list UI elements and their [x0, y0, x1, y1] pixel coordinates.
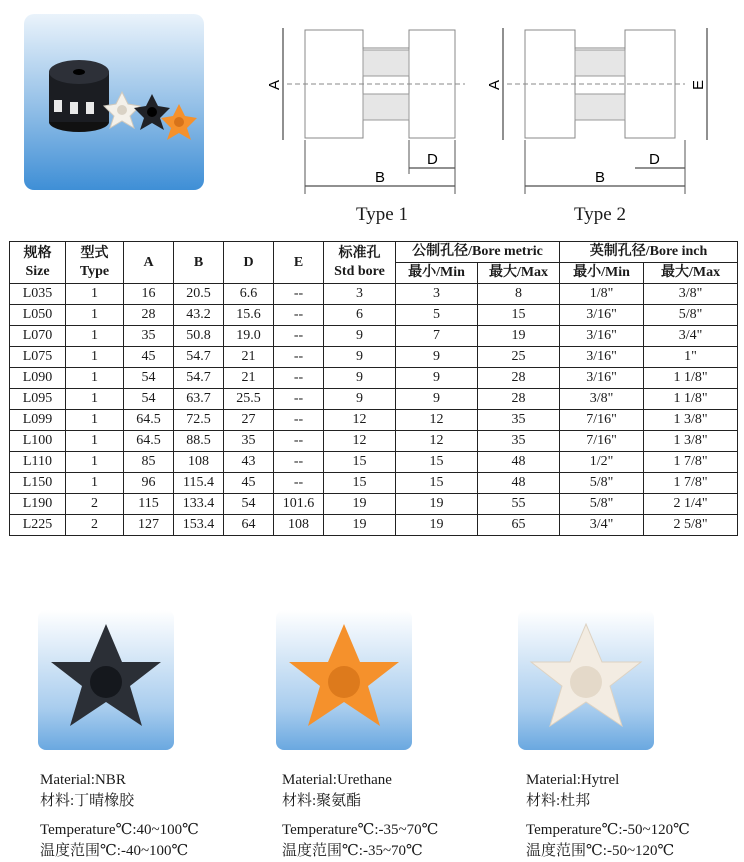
table-cell: 25 [478, 347, 560, 368]
table-row [10, 515, 738, 536]
table-cell: 5/8" [644, 305, 738, 326]
dim-a-label: A [266, 79, 283, 90]
temperature-en: Temperature℃:-35~70℃ [282, 822, 439, 838]
header-metric-max: 最大/Max [478, 263, 560, 284]
header-bore-metric: 公制孔径/Bore metric [396, 242, 560, 263]
table-cell: 28 [478, 368, 560, 389]
table-row [10, 389, 738, 410]
spec-table [9, 241, 738, 536]
table-row [10, 410, 738, 431]
table-row [10, 347, 738, 368]
table-cell: 54.7 [174, 368, 224, 389]
table-cell: 6 [324, 305, 396, 326]
nbr-spider-photo [38, 610, 174, 750]
coupling-product-photo [24, 14, 204, 190]
type2-caption: Type 2 [574, 204, 626, 225]
table-cell: 1 [66, 452, 124, 473]
table-cell: 54.7 [174, 347, 224, 368]
table-cell: 35 [124, 326, 174, 347]
table-cell: 88.5 [174, 431, 224, 452]
table-cell: 1/2" [560, 452, 644, 473]
table-cell: 28 [124, 305, 174, 326]
table-cell: 15 [324, 452, 396, 473]
table-cell: 6.6 [224, 284, 274, 305]
table-cell: 64.5 [124, 431, 174, 452]
table-cell: 8 [478, 284, 560, 305]
table-row [10, 326, 738, 347]
table-cell: 1 [66, 368, 124, 389]
table-cell: 1 7/8" [644, 452, 738, 473]
type1-caption: Type 1 [356, 204, 408, 225]
table-cell: 3/16" [560, 305, 644, 326]
table-cell: 2 5/8" [644, 515, 738, 536]
table-cell: 3 [396, 284, 478, 305]
table-cell: 1/8" [560, 284, 644, 305]
table-cell: L099 [10, 410, 66, 431]
table-cell: 54 [124, 368, 174, 389]
table-cell: 1 [66, 431, 124, 452]
table-cell: 2 1/4" [644, 494, 738, 515]
table-cell: 16 [124, 284, 174, 305]
table-cell: L070 [10, 326, 66, 347]
table-cell: 9 [324, 326, 396, 347]
table-cell: L110 [10, 452, 66, 473]
header-inch-max: 最大/Max [644, 263, 738, 284]
table-cell: 63.7 [174, 389, 224, 410]
material-cn: 材料:杜邦 [526, 793, 591, 809]
table-cell: -- [274, 431, 324, 452]
table-cell: 108 [274, 515, 324, 536]
material-en: Material:Urethane [282, 772, 392, 788]
header-b: B [174, 242, 224, 284]
header-d: D [224, 242, 274, 284]
table-row [10, 494, 738, 515]
table-cell: 3/8" [560, 389, 644, 410]
table-cell: 19 [324, 494, 396, 515]
header-bore-inch: 英制孔径/Bore inch [560, 242, 738, 263]
material-cn: 材料:聚氨酯 [282, 793, 362, 809]
table-cell: L075 [10, 347, 66, 368]
table-cell: 3 [324, 284, 396, 305]
material-en: Material:NBR [40, 772, 126, 788]
table-cell: 65 [478, 515, 560, 536]
hytrel-spider-photo [518, 610, 654, 750]
header-e: E [274, 242, 324, 284]
table-cell: 1 [66, 284, 124, 305]
dim-e-label: E [690, 79, 707, 90]
table-cell: 1" [644, 347, 738, 368]
table-cell: 1 [66, 389, 124, 410]
table-cell: 15.6 [224, 305, 274, 326]
table-row [10, 452, 738, 473]
table-row [10, 305, 738, 326]
table-cell: 19 [324, 515, 396, 536]
table-cell: 3/16" [560, 368, 644, 389]
table-cell: 1 [66, 473, 124, 494]
table-cell: 1 1/8" [644, 389, 738, 410]
table-cell: -- [274, 305, 324, 326]
table-cell: 28 [478, 389, 560, 410]
table-cell: 20.5 [174, 284, 224, 305]
dim-d-label: D [427, 151, 438, 168]
table-cell: 19 [396, 494, 478, 515]
dim-b-label: B [375, 169, 386, 186]
table-cell: 55 [478, 494, 560, 515]
table-row [10, 431, 738, 452]
table-row [10, 473, 738, 494]
table-cell: 85 [124, 452, 174, 473]
table-cell: 21 [224, 347, 274, 368]
header-std-bore: 标准孔 Std bore [324, 242, 396, 284]
table-cell: -- [274, 410, 324, 431]
table-cell: 48 [478, 452, 560, 473]
table-cell: 54 [224, 494, 274, 515]
table-cell: 72.5 [174, 410, 224, 431]
table-cell: 1 [66, 326, 124, 347]
table-cell: L095 [10, 389, 66, 410]
table-cell: 45 [124, 347, 174, 368]
table-cell: -- [274, 452, 324, 473]
table-cell: 9 [396, 368, 478, 389]
material-urethane [282, 770, 438, 862]
material-hytrel [526, 770, 690, 862]
table-cell: 35 [224, 431, 274, 452]
table-cell: 7/16" [560, 410, 644, 431]
table-cell: 5 [396, 305, 478, 326]
table-cell: 64 [224, 515, 274, 536]
table-cell: 43 [224, 452, 274, 473]
table-cell: 15 [324, 473, 396, 494]
header-metric-min: 最小/Min [396, 263, 478, 284]
table-cell: 9 [324, 347, 396, 368]
table-cell: 27 [224, 410, 274, 431]
header-inch-min: 最小/Min [560, 263, 644, 284]
table-cell: 12 [324, 410, 396, 431]
table-cell: 115 [124, 494, 174, 515]
table-cell: -- [274, 284, 324, 305]
table-cell: 19 [396, 515, 478, 536]
table-cell: 50.8 [174, 326, 224, 347]
table-cell: L035 [10, 284, 66, 305]
table-cell: 9 [396, 347, 478, 368]
table-cell: 48 [478, 473, 560, 494]
table-cell: L190 [10, 494, 66, 515]
type1-dimension-diagram [265, 8, 475, 198]
table-cell: 9 [324, 368, 396, 389]
table-cell: L100 [10, 431, 66, 452]
table-cell: L050 [10, 305, 66, 326]
table-cell: 7/16" [560, 431, 644, 452]
type2-dimension-diagram [485, 8, 725, 198]
table-cell: -- [274, 326, 324, 347]
table-cell: 25.5 [224, 389, 274, 410]
table-row [10, 284, 738, 305]
table-cell: 45 [224, 473, 274, 494]
table-cell: 3/8" [644, 284, 738, 305]
temperature-en: Temperature℃:-50~120℃ [526, 822, 690, 838]
dim-b-label: B [595, 169, 606, 186]
table-cell: 127 [124, 515, 174, 536]
table-cell: 9 [324, 389, 396, 410]
table-cell: 1 [66, 347, 124, 368]
table-cell: 133.4 [174, 494, 224, 515]
table-cell: -- [274, 389, 324, 410]
table-cell: 5/8" [560, 473, 644, 494]
urethane-spider-photo [276, 610, 412, 750]
table-cell: 1 1/8" [644, 368, 738, 389]
table-cell: L090 [10, 368, 66, 389]
table-cell: 2 [66, 494, 124, 515]
table-cell: 12 [396, 431, 478, 452]
material-cn: 材料:丁晴橡胶 [40, 793, 135, 809]
table-cell: -- [274, 473, 324, 494]
table-cell: 1 3/8" [644, 431, 738, 452]
table-cell: 9 [396, 389, 478, 410]
temperature-cn: 温度范围℃:-50~120℃ [526, 843, 675, 859]
table-cell: 64.5 [124, 410, 174, 431]
table-cell: 108 [174, 452, 224, 473]
table-cell: 3/4" [560, 515, 644, 536]
temperature-cn: 温度范围℃:-35~70℃ [282, 843, 423, 859]
table-cell: 19 [478, 326, 560, 347]
table-cell: 19.0 [224, 326, 274, 347]
table-cell: 153.4 [174, 515, 224, 536]
table-cell: 21 [224, 368, 274, 389]
table-cell: 1 7/8" [644, 473, 738, 494]
table-cell: 15 [396, 473, 478, 494]
table-cell: 115.4 [174, 473, 224, 494]
table-cell: 35 [478, 431, 560, 452]
header-type: 型式 Type [66, 242, 124, 284]
table-cell: 12 [396, 410, 478, 431]
table-cell: 7 [396, 326, 478, 347]
table-cell: 12 [324, 431, 396, 452]
table-cell: 3/4" [644, 326, 738, 347]
header-a: A [124, 242, 174, 284]
dim-a-label: A [486, 79, 503, 90]
table-cell: 1 [66, 305, 124, 326]
table-cell: 15 [478, 305, 560, 326]
temperature-en: Temperature℃:40~100℃ [40, 822, 199, 838]
table-row [10, 368, 738, 389]
header-size: 规格 Size [10, 242, 66, 284]
table-cell: 1 [66, 410, 124, 431]
table-cell: 1 3/8" [644, 410, 738, 431]
table-cell: 35 [478, 410, 560, 431]
table-cell: 101.6 [274, 494, 324, 515]
material-nbr [40, 770, 199, 862]
table-cell: 54 [124, 389, 174, 410]
table-cell: 3/16" [560, 347, 644, 368]
table-cell: L150 [10, 473, 66, 494]
table-cell: 15 [396, 452, 478, 473]
table-cell: 3/16" [560, 326, 644, 347]
dim-d-label: D [649, 151, 660, 168]
table-cell: 5/8" [560, 494, 644, 515]
table-cell: 96 [124, 473, 174, 494]
table-cell: 43.2 [174, 305, 224, 326]
material-en: Material:Hytrel [526, 772, 620, 788]
table-cell: L225 [10, 515, 66, 536]
table-cell: 2 [66, 515, 124, 536]
table-cell: -- [274, 347, 324, 368]
temperature-cn: 温度范围℃:-40~100℃ [40, 843, 189, 859]
table-cell: -- [274, 368, 324, 389]
